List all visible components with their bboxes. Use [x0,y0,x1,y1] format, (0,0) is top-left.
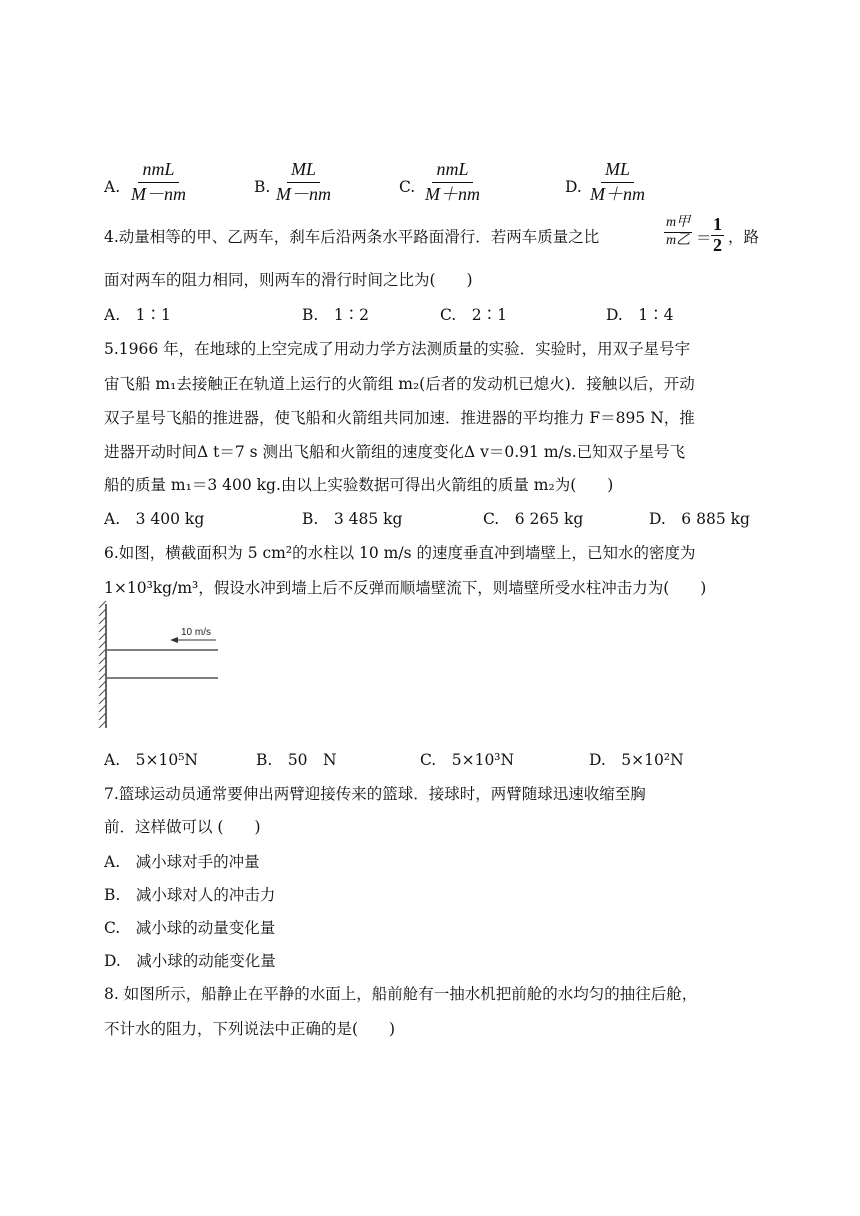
q8-line-2: 不计水的阻力，下列说法中正确的是( ) [104,1020,396,1038]
q5-option-b: B. 3 485 kg [302,510,403,528]
q6-option-a: A. 5×10⁵N [104,751,198,769]
q4-mass-ratio-denominator: m乙 [666,232,691,248]
q4-line-1-tail: ，路 [728,228,760,246]
q7-line-1: 7.篮球运动员通常要伸出两臂迎接传来的篮球．接球时，两臂随球迅速收缩至胸 [104,785,646,803]
q6-line-2: 1×10³kg/m³，假设水冲到墙上后不反弹而顺墙壁流下，则墙壁所受水柱冲击力为( ) [104,579,707,597]
q4-option-a: A. 1∶1 [104,306,171,324]
q4-value-denominator: 2 [713,234,722,255]
q3-option-a-numerator: nmL [138,160,178,183]
q6-option-b: B. 50 N [256,751,337,769]
q5-line-1: 5.1966 年，在地球的上空完成了用动力学方法测质量的实验．实验时，用双子星号宇 [104,340,691,358]
q8-line-1: 8. 如图所示，船静止在平静的水面上，船前舱有一抽水机把前舱的水均匀的抽往后舱， [104,985,698,1003]
q5-option-d: D. 6 885 kg [649,510,750,528]
velocity-label: 10 m/s [181,627,212,638]
wall-hatching [99,601,106,728]
q4-option-b: B. 1∶2 [302,306,370,324]
q5-line-5: 船的质量 m₁＝3 400 kg.由以上实验数据可得出火箭组的质量 m₂为( ) [104,476,614,494]
q7-option-d: D. 减小球的动能变化量 [104,952,276,970]
q3-option-b-denominator: M－nm [276,183,331,204]
q4-option-d: D. 1∶4 [606,306,674,324]
q3-option-b-fraction [272,160,335,205]
q4-value-numerator: 1 [713,214,722,234]
q3-option-b-numerator: ML [287,160,320,183]
q4-equals-sign: ＝ [696,229,712,247]
q4-line-1: 4.动量相等的甲、乙两车，刹车后沿两条水平路面滑行．若两车质量之比 [104,228,600,246]
q5-option-c: C. 6 265 kg [483,510,584,528]
q3-option-d-denominator: M＋nm [590,183,645,204]
q4-option-c: C. 2∶1 [440,306,507,324]
q4-line-2: 面对两车的阻力相同，则两车的滑行时间之比为( ) [104,271,473,289]
q3-option-d-fraction [586,160,649,205]
q6-water-column-figure [96,600,226,732]
q3-option-a-label: A. [104,178,121,196]
q7-option-c: C. 减小球的动量变化量 [104,919,276,937]
q7-option-a: A. 减小球对手的冲量 [104,853,260,871]
q5-line-3: 双子星号飞船的推进器，使飞船和火箭组共同加速．推进器的平均推力 F＝895 N，推 [104,409,695,427]
q3-option-a-fraction [127,160,190,205]
q7-option-b: B. 减小球对人的冲击力 [104,886,276,904]
q4-mass-ratio-fraction [664,216,692,248]
q3-option-d-numerator: ML [601,160,634,183]
q5-line-2: 宙飞船 m₁去接触正在轨道上运行的火箭组 m₂(后者的发动机已熄火)．接触以后，开动 [104,375,695,393]
q6-option-c: C. 5×10³N [420,751,515,769]
q4-mass-ratio-numerator: m甲 [664,216,692,233]
q3-option-d-label: D. [565,178,582,196]
q5-line-4: 进器开动时间Δ t＝7 s 测出飞船和火箭组的速度变化Δ v＝0.91 m/s.已知双子星号飞 [104,443,686,461]
q3-option-c-denominator: M＋nm [425,183,480,204]
q7-line-2: 前．这样做可以 ( ) [104,818,261,836]
q5-option-a: A. 3 400 kg [104,510,205,528]
q3-option-c-label: C. [399,178,416,196]
q6-option-d: D. 5×10²N [589,751,684,769]
q3-option-c-numerator: nmL [432,160,472,183]
q3-option-a-denominator: M－nm [131,183,186,204]
q3-option-c-fraction [421,160,484,205]
q6-line-1: 6.如图，横截面积为 5 cm²的水柱以 10 m/s 的速度垂直冲到墙壁上，已知水的密度为 [104,544,696,562]
q3-option-b-label: B. [254,178,271,196]
q4-value-fraction [711,215,724,255]
